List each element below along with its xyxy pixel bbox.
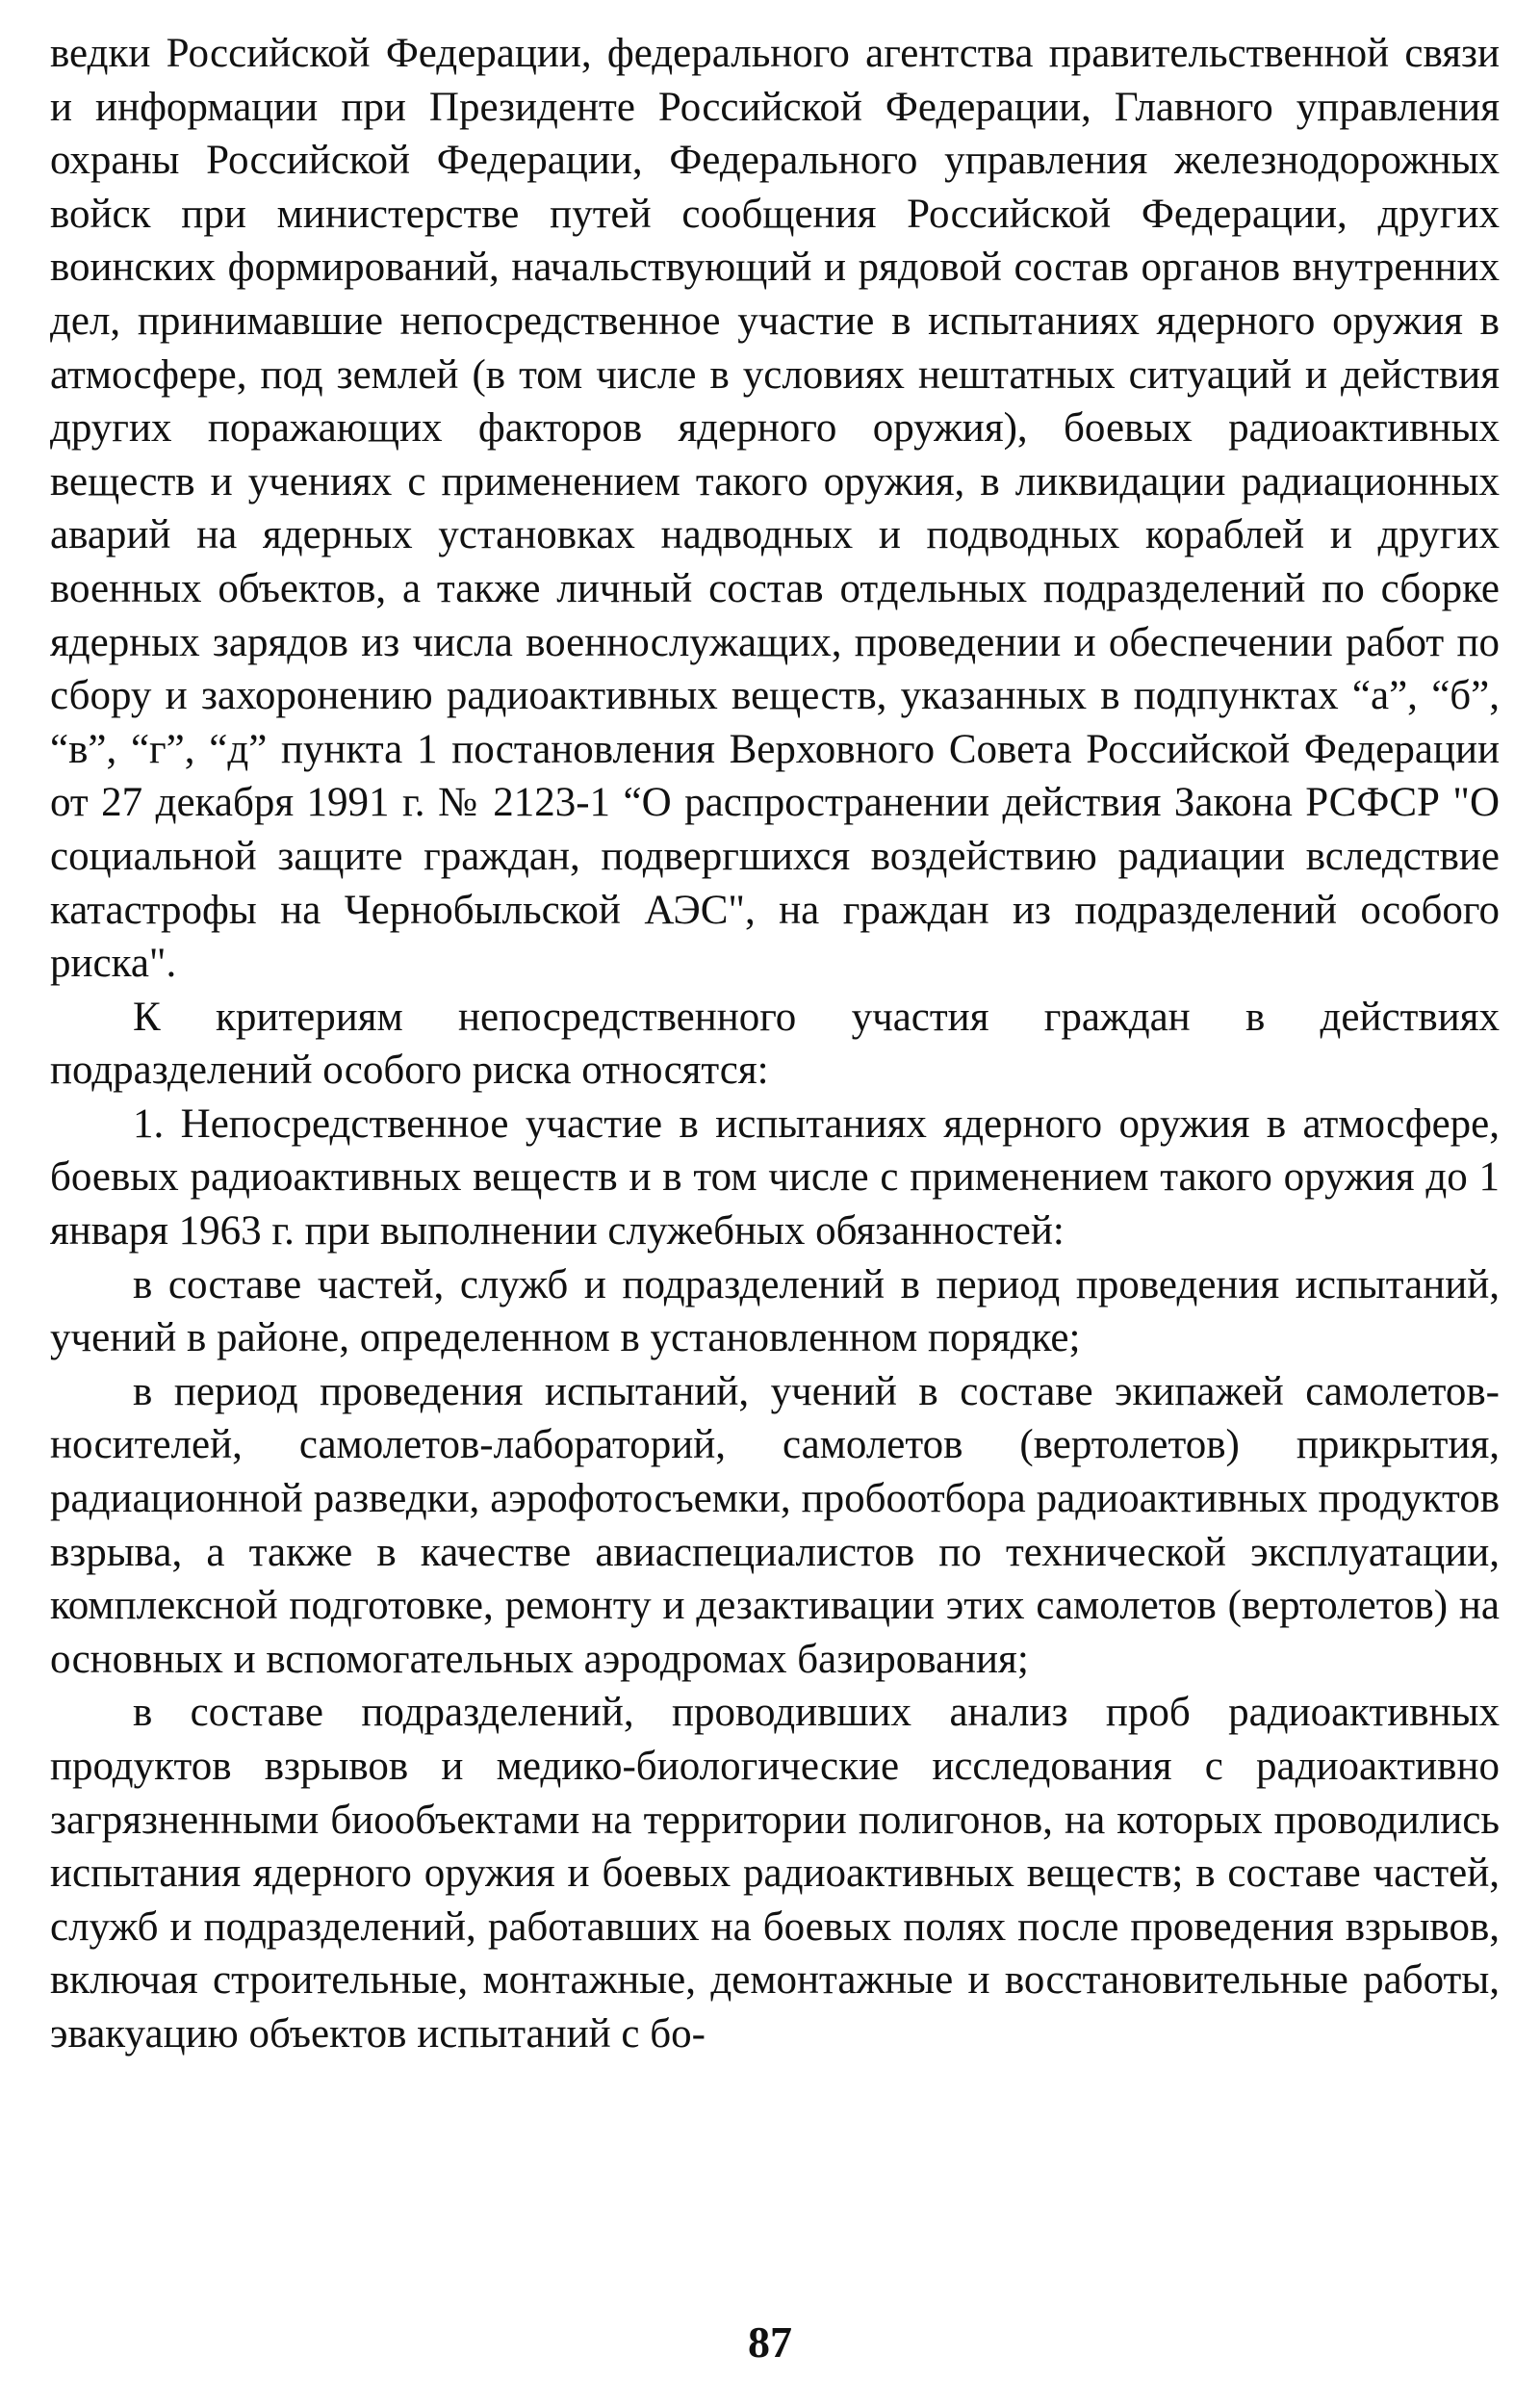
body-paragraph-analysis: в составе подразделений, проводивших анализ проб радиоактивных продуктов взрывов и медико-биологические исследования с радиоактивно загрязненными биообъектами на территории полигонов, на которых проводились испытания ядерного оружия и боевых радиоактивных веществ; в составе частей, служб и подразделений, работавших на боевых полях после проведения взрывов, включая строительные, монтажные, демонтажные и восстановительные работы, эвакуацию объектов испытаний с бо- bbox=[50, 1690, 1500, 2057]
body-paragraph-item-1: 1. Непосредственное участие в испытаниях ядерного оружия в атмосфере, боевых радиоактивных веществ и в том числе с применением такого оружия до 1 января 1963 г. при выполнении служебных обязанностей: bbox=[50, 1100, 1500, 1255]
body-paragraph-units: в составе частей, служб и подразделений в период проведения испытаний, учений в районе, определенном в установленном порядке; bbox=[50, 1261, 1500, 1361]
body-paragraph-aircrews: в период проведения испытаний, учений в составе экипажей самолетов-носителей, самолетов-лабораторий, самолетов (вертолетов) прикрытия, радиационной разведки, аэрофотосъемки, пробоотбора радиоактивных продуктов взрыва, а также в качестве авиаспециалистов по технической эксплуатации, комплексной подготовке, ремонту и дезактивации этих самолетов (вертолетов) на основных и вспомогательных аэродромах базирования; bbox=[50, 1368, 1500, 1682]
page-number: 87 bbox=[748, 2317, 792, 2367]
document-page bbox=[50, 27, 1500, 2061]
body-paragraph-continuation: ведки Российской Федерации, федерального агентства правительственной связи и информации при Президенте Российской Федерации, Главного управления охраны Российской Федерации, Федерального управления железнодорожных войск при министерстве путей сообщения Российской Федерации, других воинских формирований, начальствующий и рядовой состав органов внутренних дел, принимавшие непосредственное участие в испытаниях ядерного оружия в атмосфере, под землей (в том числе в условиях нештатных ситуаций и действия других поражающих факторов ядерного оружия), боевых радиоактивных веществ и учениях с применением такого оружия, в ликвидации радиационных аварий на ядерных установках надводных и подводных кораблей и других военных объектов, а также личный состав отдельных подразделений по сборке ядерных зарядов из числа военнослужащих, проведении и обеспечении работ по сбору и захоронению радиоактивных веществ, указанных в подпунктах “а”, “б”, “в”, “г”, “д” пункта 1 постановления Верховного Совета Российской Федерации от 27 декабря 1991 г. № 2123-1 “О распространении действия Закона РСФСР "О социальной защите граждан, подвергшихся воздействию радиации вследствие катастрофы на Чернобыльской АЭС", на граждан из подразделений особого риска". bbox=[50, 31, 1500, 987]
body-paragraph-criteria-intro: К критериям непосредственного участия граждан в действиях подразделений особого риска относятся: bbox=[50, 994, 1500, 1094]
